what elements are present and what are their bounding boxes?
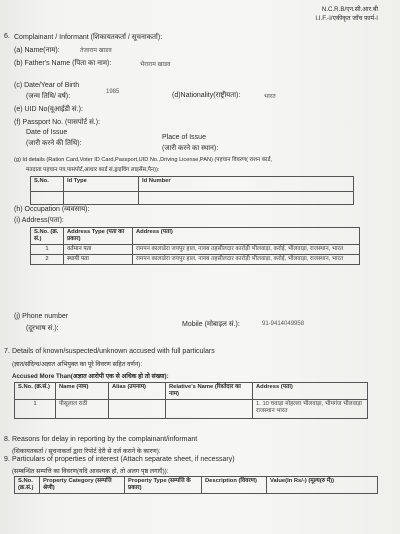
dob-value: 1985	[106, 89, 120, 95]
id-table-header-type: Id Type	[64, 177, 139, 192]
address-row-type: वर्तमान पता	[64, 245, 133, 255]
address-table-header-address: Address (पता)	[133, 228, 360, 245]
uid-label: (e) UID No(यूआईडी सं.):	[14, 106, 83, 113]
section8-number: 8.	[4, 436, 10, 443]
dob-label-hi: (जन्म तिथि/ वर्ष):	[26, 93, 71, 100]
accused-row-relative	[166, 400, 253, 419]
place-of-issue-label-hi: (जारी करने का स्थान):	[162, 145, 219, 152]
phone-label: (j) Phone number	[14, 313, 69, 320]
address-table-header-sno: S.No. (क्र. सं.)	[31, 228, 64, 245]
accused-header-alias: Alias (उपनाम)	[109, 383, 166, 400]
accused-table	[14, 382, 368, 419]
section9-title-hi: (सम्बन्धित सम्पत्ति का विवरण(यदि आवश्यक हो, तो अलग पृष्ठ लगाएँ)):	[12, 468, 169, 475]
accused-header-name: Name (नाम)	[56, 383, 109, 400]
header-ncrb: N.C.R.B/एन.सी.आर.बी	[321, 6, 378, 13]
address-row-sno: 2	[31, 255, 64, 265]
passport-label: (f) Passport No. (पासपोर्ट सं.):	[14, 119, 101, 126]
property-header-category: Property Category (सम्पत्ति श्रेणी)	[40, 477, 125, 494]
address-table-header-type: Address Type (पता का प्रकार)	[64, 228, 133, 245]
father-name-value: भैराराम खाडव	[140, 62, 171, 68]
address-row-value: रामपन कालाडेरा जयपुर हाल, नायब तहसीलदार कारोड़ी भीलवाड़ा, करोई, भीलवाड़ा, राजस्थान, भारत	[133, 255, 360, 265]
table-row	[15, 400, 368, 419]
id-table-header-sno: S.No.	[31, 177, 64, 192]
occupation-label: (h) Occupation (व्यवसाय):	[14, 206, 90, 213]
id-table-empty-cell	[31, 192, 64, 205]
property-header-sno: S.No. (क्र.सं.)	[15, 477, 40, 494]
accused-more-than-label: Accused More Than(अज्ञात आरोपी एक से अधिक हो तो संख्या):	[12, 373, 169, 380]
accused-header-relative: Relative's Name (रिश्तेदार का नाम)	[166, 383, 253, 400]
section7-title: Details of known/suspected/unknown accused with full particulars	[12, 348, 215, 355]
section9-title: Particulars of properties of interest (Attach separate sheet, if necessary)	[12, 456, 235, 463]
dob-label: (c) Date/Year of Birth	[14, 82, 80, 89]
accused-row-name: पीसूलाल राठी	[56, 400, 109, 419]
accused-row-address: 1. 10 चवाड़ा मोहल्ला भीलवाड़ा, भीमगंज भीलवाड़ा राजस्थान भारत	[253, 400, 368, 419]
phone-label-hi: (दूरभाष सं.):	[26, 325, 59, 332]
id-table-header-number: Id Number	[139, 177, 354, 192]
accused-header-sno: S.No. (क्र.सं.)	[15, 383, 56, 400]
section8-title-hi: (शिकायतकर्ता / सूचनाकर्ता द्वारा रिपोर्ट देरी से दर्ज कराने के कारण):	[12, 448, 161, 455]
section7-number: 7.	[4, 348, 10, 355]
id-details-table	[30, 176, 354, 205]
section7-title-hi: (ज्ञात/संदिग्ध/अज्ञात अभियुक्त का पूरे विवरण सहित वर्णन):	[12, 361, 143, 368]
property-header-type: Property Type (सम्पत्ति के प्रकार)	[125, 477, 202, 494]
section9-number: 9.	[4, 456, 10, 463]
header-form-id: I.I.F.-I/एकीकृत जाँच फ़ार्म-I	[315, 15, 378, 22]
property-header-value: Value(In Rs/-) (मूल्य(रु में))	[267, 477, 378, 494]
mobile-label: Mobile (मोबाइल सं.):	[182, 321, 240, 328]
date-of-issue-label-hi: (जारी करने की तिथि):	[26, 140, 82, 147]
id-details-label-hi: मतदाता पहचान पत्र,पासपोर्ट,आधार कार्ड सं.ड्राइविंग लाइसेंस,पैन)):	[26, 167, 160, 173]
mobile-value: 91-9414049958	[262, 321, 305, 327]
accused-row-sno: 1	[15, 400, 56, 419]
name-label: (a) Name(नाम):	[14, 47, 60, 54]
section8-title: Reasons for delay in reporting by the complainant/informant	[12, 436, 198, 443]
address-row-type: स्थायी पता	[64, 255, 133, 265]
place-of-issue-label: Place of Issue	[162, 134, 206, 141]
accused-row-alias	[109, 400, 166, 419]
section6-number: 6.	[4, 33, 10, 40]
nationality-value: भारत	[264, 94, 276, 100]
id-details-label: (g) Id details (Ration Card,Voter ID Card,Passport,UID No.,Driving License,PAN) (पहचान विवरण( राशन कार्ड,	[14, 157, 272, 163]
father-name-label: (b) Father's Name (पिता का नाम):	[14, 60, 112, 67]
table-row	[31, 255, 360, 265]
id-table-empty-cell	[64, 192, 139, 205]
address-row-sno: 1	[31, 245, 64, 255]
accused-header-address: Address (पता)	[253, 383, 368, 400]
address-row-value: रामपन कालाडेरा जयपुर हाल, नायब तहसीलदार कारोड़ी भीलवाड़ा, करोई, भीलवाड़ा, राजस्थान, भारत	[133, 245, 360, 255]
address-label: (i) Address(पता):	[14, 217, 64, 224]
nationality-label: (d)Nationality(राष्ट्रीयता):	[172, 92, 241, 99]
address-table	[30, 227, 360, 265]
property-header-description: Description (विवरण)	[202, 477, 267, 494]
id-table-empty-cell	[139, 192, 354, 205]
table-row	[31, 245, 360, 255]
section6-title: Complainant / Informant (शिकायतकर्ता / सूचनाकर्ता):	[14, 34, 163, 41]
name-value: तेजाराम खाडव	[80, 48, 112, 54]
date-of-issue-label: Date of Issue	[26, 129, 68, 136]
property-table	[14, 476, 378, 494]
